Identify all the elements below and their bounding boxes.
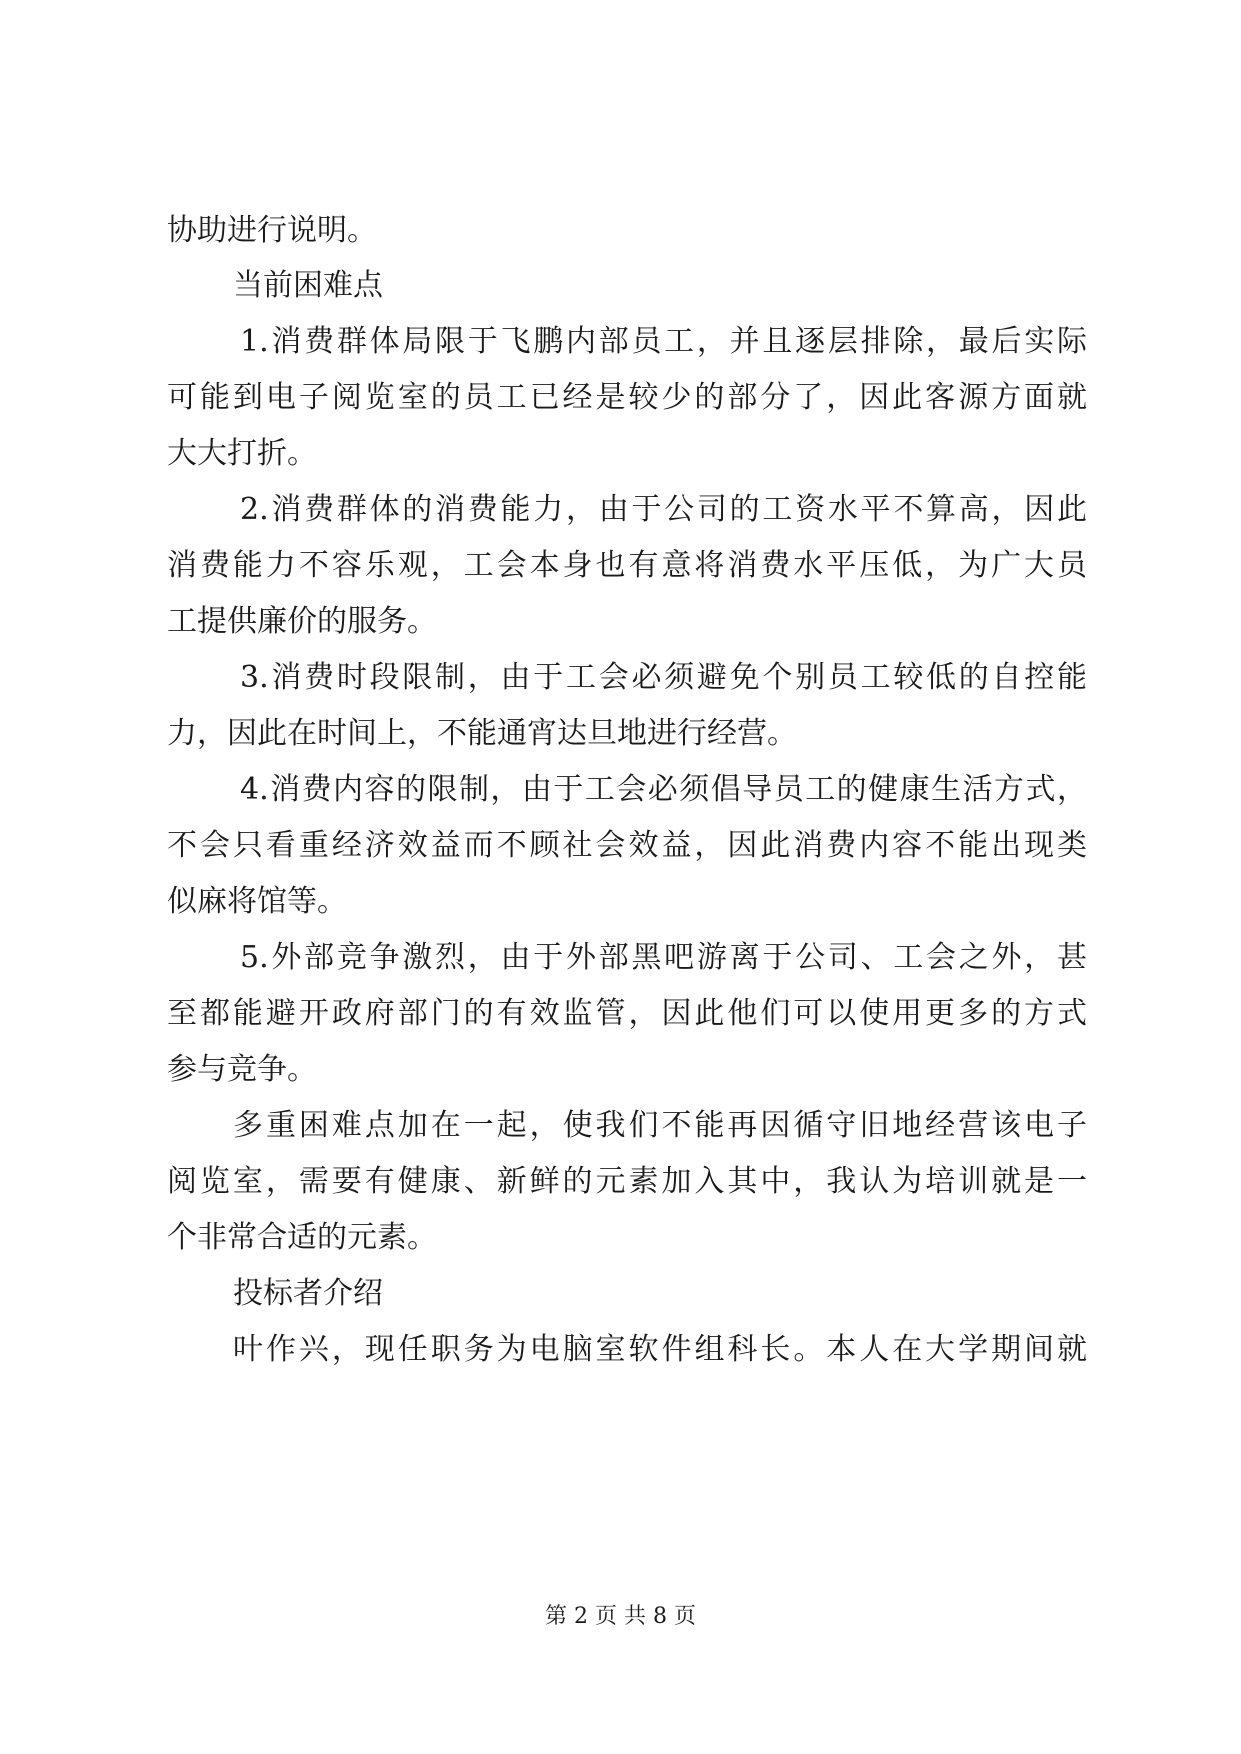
paragraph-line: 阅览室，需要有健康、新鲜的元素加入其中，我认为培训就是一 [167, 1164, 1087, 1199]
paragraph-line: 叶作兴，现任职务为电脑室软件组科长。本人在大学期间就 [233, 1332, 1087, 1367]
list-item-line: 3.消费时段限制，由于工会必须避免个别员工较低的自控能 [240, 660, 1087, 695]
paragraph-line: 可能到电子阅览室的员工已经是较少的部分了，因此客源方面就 [167, 380, 1087, 415]
list-item-line: 5.外部竞争激烈，由于外部黑吧游离于公司、工会之外，甚 [240, 940, 1087, 975]
paragraph-line: 至都能避开政府部门的有效监管，因此他们可以使用更多的方式 [167, 996, 1087, 1031]
paragraph-line: 力，因此在时间上，不能通宵达旦地进行经营。 [167, 716, 797, 751]
page-footer: 第 2 页 共 8 页 [545, 1604, 696, 1629]
paragraph-line: 参与竞争。 [167, 1052, 317, 1087]
list-item-line: 4.消费内容的限制，由于工会必须倡导员工的健康生活方式， [240, 772, 1087, 807]
paragraph-line: 大大打折。 [167, 436, 317, 471]
paragraph-line: 消费能力不容乐观，工会本身也有意将消费水平压低，为广大员 [167, 548, 1087, 583]
list-item-line: 2.消费群体的消费能力，由于公司的工资水平不算高，因此 [240, 492, 1087, 527]
list-item-line: 1.消费群体局限于飞鹏内部员工，并且逐层排除，最后实际 [240, 324, 1087, 359]
paragraph-line: 协助进行说明。 [167, 213, 377, 248]
paragraph-line: 个非常合适的元素。 [167, 1220, 437, 1255]
section-heading: 当前困难点 [233, 268, 383, 303]
paragraph-line: 不会只看重经济效益而不顾社会效益，因此消费内容不能出现类 [167, 828, 1087, 863]
paragraph-line: 工提供廉价的服务。 [167, 604, 437, 639]
paragraph-line: 多重困难点加在一起，使我们不能再因循守旧地经营该电子 [233, 1108, 1087, 1143]
paragraph-line: 似麻将馆等。 [167, 884, 347, 919]
section-heading: 投标者介绍 [233, 1276, 383, 1311]
